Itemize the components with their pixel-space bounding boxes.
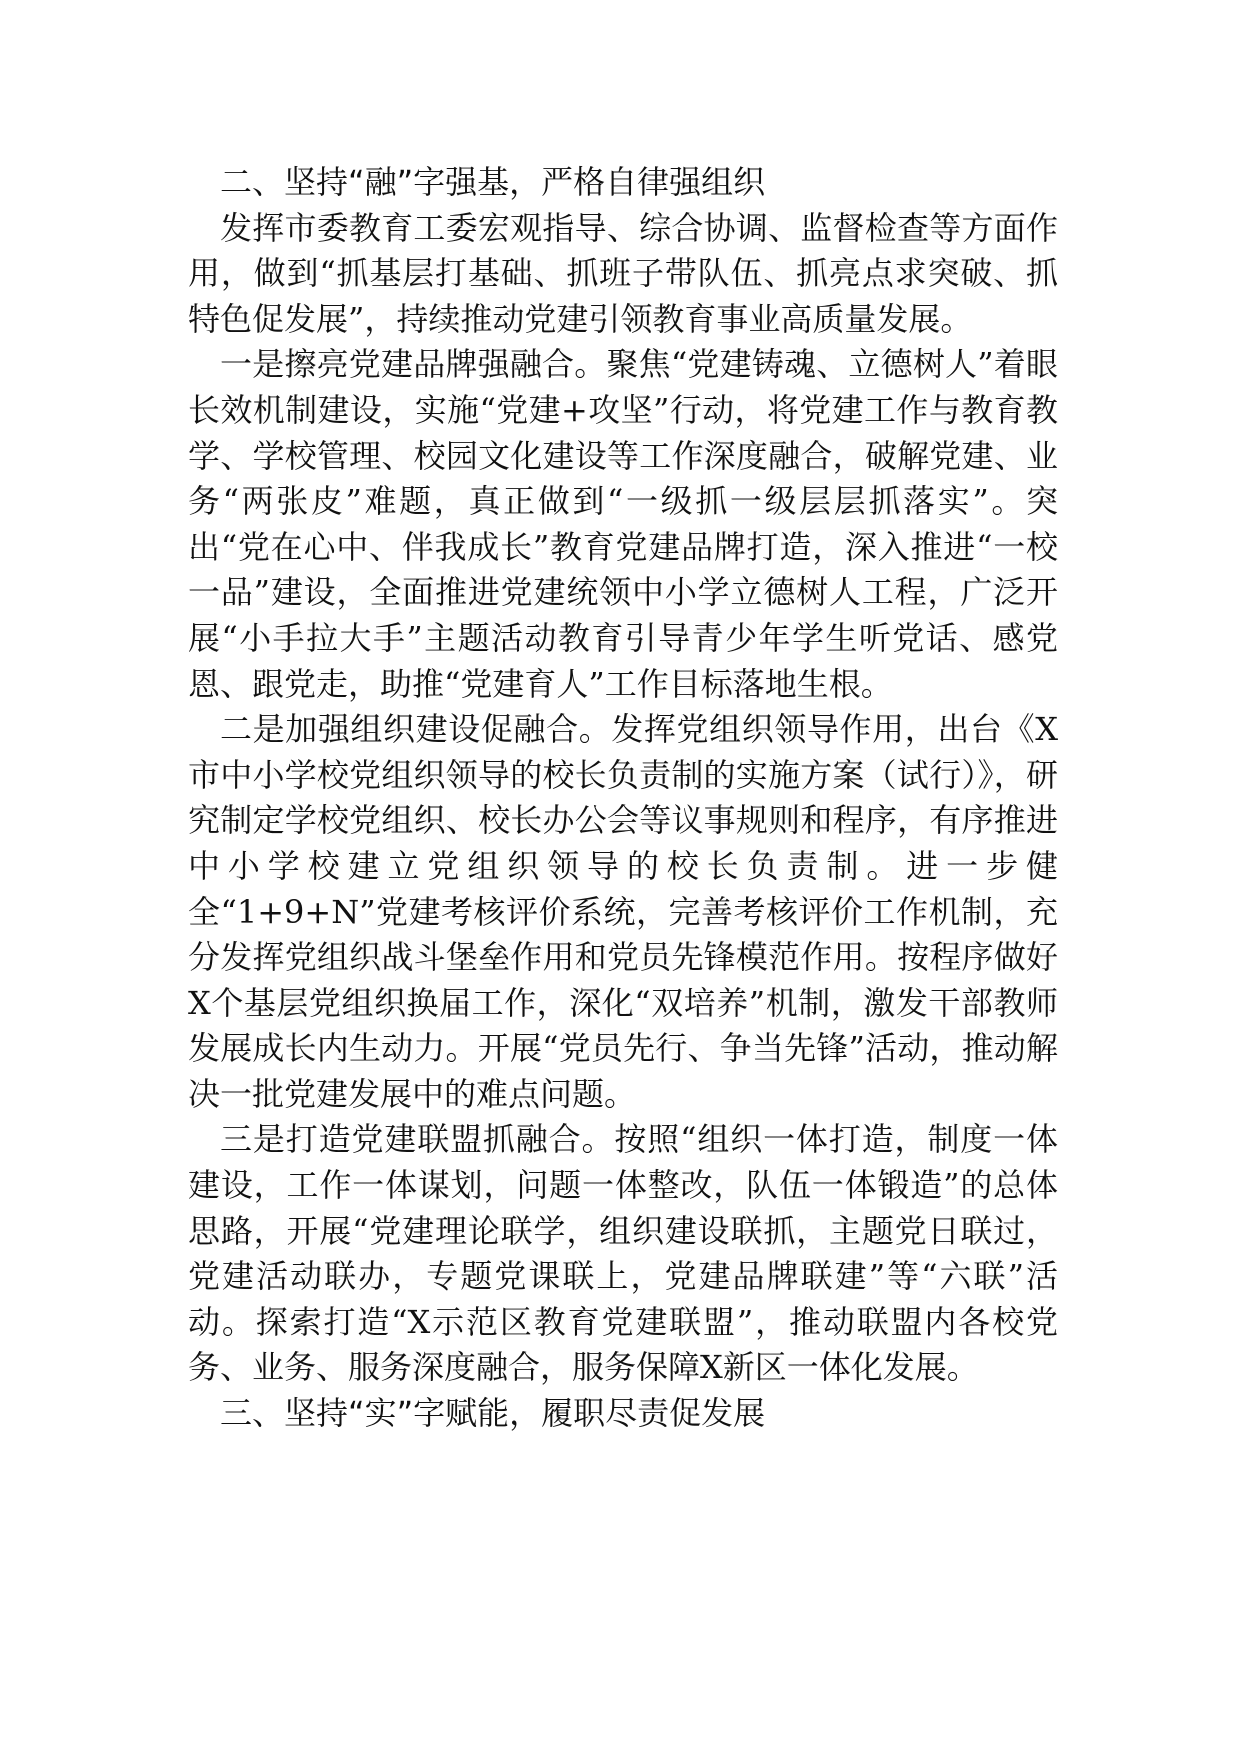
document-body xyxy=(188,160,1058,1437)
paragraph-brand-fusion: 一是擦亮党建品牌强融合。聚焦“党建铸魂、立德树人”着眼长效机制建设，实施“党建+攻坚”行动，将党建工作与教育教学、学校管理、校园文化建设等工作深度融合，破解党建、业务“两张皮”难题，真正做到“一级抓一级层层抓落实”。突出“党在心中、伴我成长”教育党建品牌打造，深入推进“一校一品”建设，全面推进党建统领中小学立德树人工程，广泛开展“小手拉大手”主题活动教育引导青少年学生听党话、感党恩、跟党走，助推“党建育人”工作目标落地生根。 xyxy=(188,345,1058,703)
section-heading-3: 三、坚持“实”字赋能，履职尽责促发展 xyxy=(220,1394,766,1433)
paragraph-intro: 发挥市委教育工委宏观指导、综合协调、监督检查等方面作用，做到“抓基层打基础、抓班子带队伍、抓亮点求突破、抓特色促发展”，持续推动党建引领教育事业高质量发展。 xyxy=(188,208,1058,338)
section-heading-2: 二、坚持“融”字强基，严格自律强组织 xyxy=(220,163,766,201)
paragraph-alliance-fusion: 三是打造党建联盟抓融合。按照“组织一体打造，制度一体建设，工作一体谋划，问题一体整改，队伍一体锻造”的总体思路，开展“党建理论联学，组织建设联抓，主题党日联过，党建活动联办，专题党课联上，党建品牌联建”等“六联”活动。探索打造“X示范区教育党建联盟”，推动联盟内各校党务、业务、服务深度融合，服务保障X新区一体化发展。 xyxy=(188,1120,1058,1387)
paragraph-organization-fusion: 二是加强组织建设促融合。发挥党组织领导作用，出台《X市中小学校党组织领导的校长负责制的实施方案（试行）》，研究制定学校党组织、校长办公会等议事规则和程序，有序推进中小学校建立党组织领导的校长负责制。进一步健全“1+9+N”党建考核评价系统，完善考核评价工作机制，充分发挥党组织战斗堡垒作用和党员先锋模范作用。按程序做好X个基层党组织换届工作，深化“双培养”机制，激发干部教师发展成长内生动力。开展“党员先行、争当先锋”活动，推动解决一批党建发展中的难点问题。 xyxy=(188,710,1058,1113)
